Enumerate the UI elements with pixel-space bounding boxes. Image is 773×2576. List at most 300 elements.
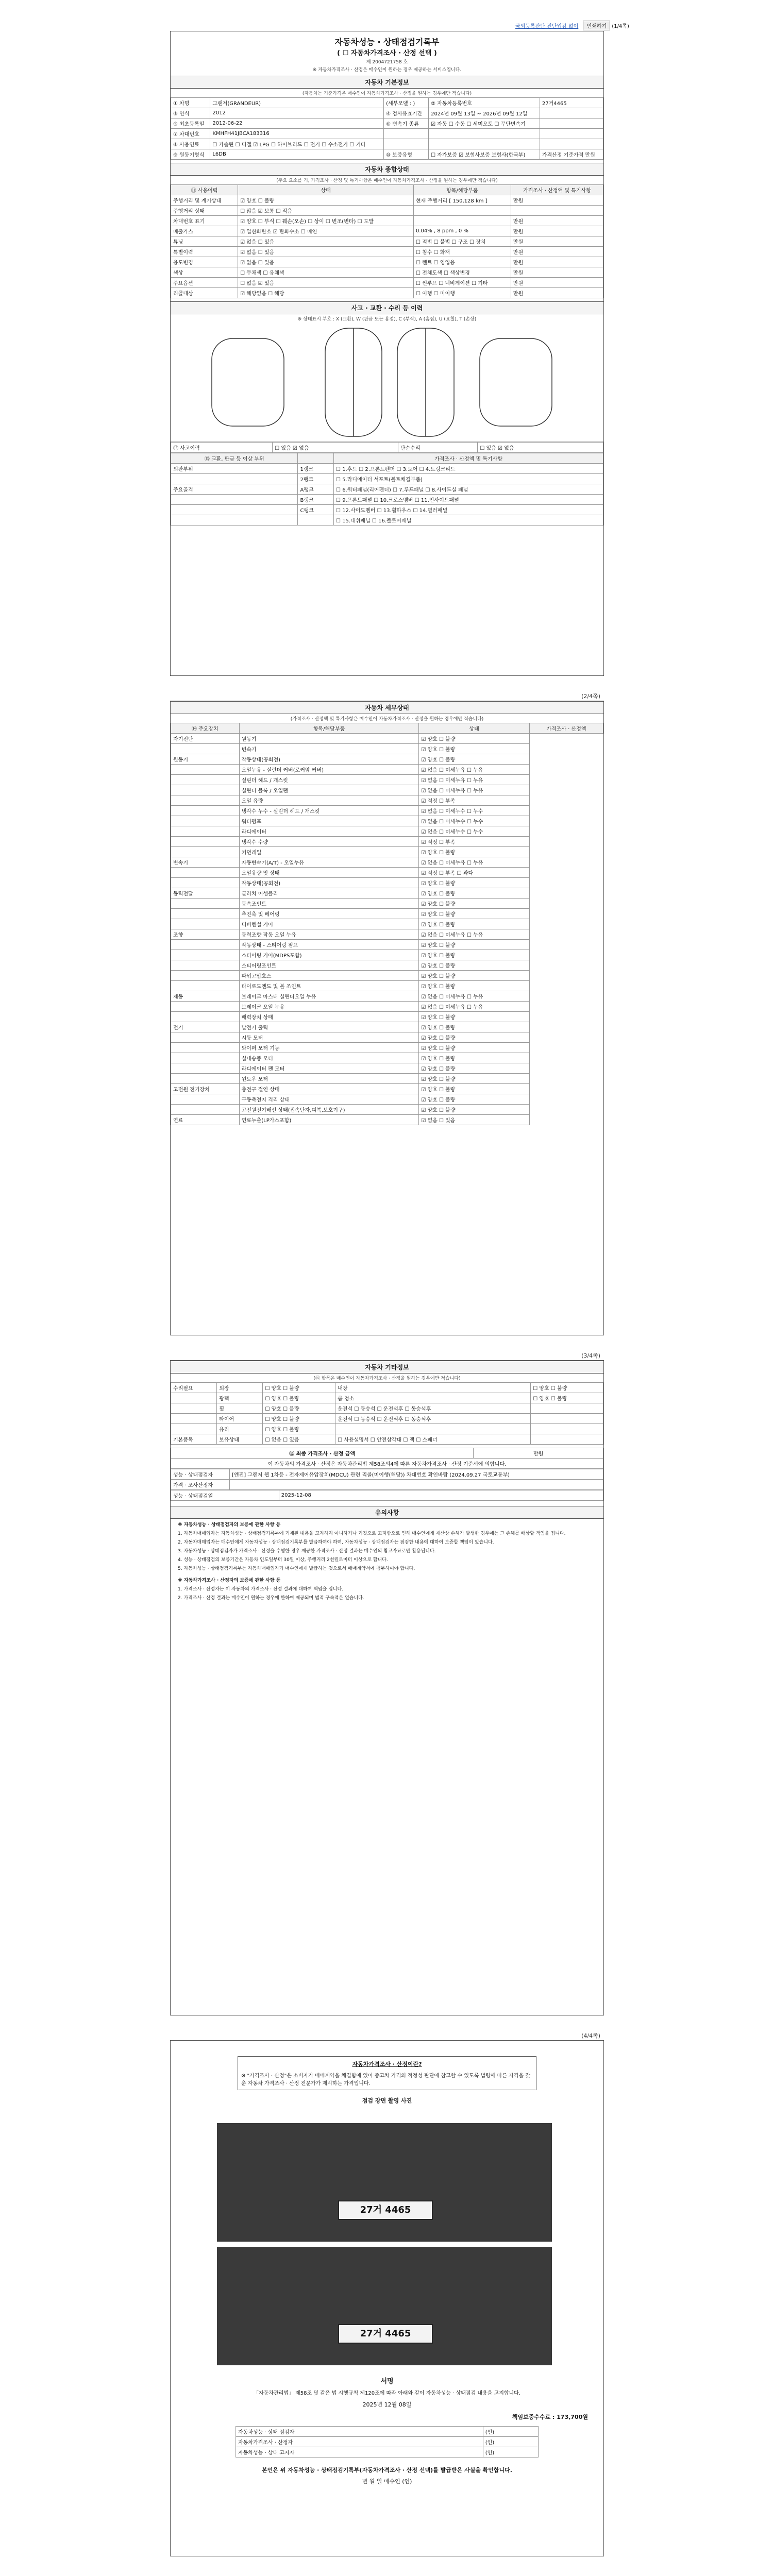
notice-section-title: 유의사항 xyxy=(171,1506,603,1519)
detail-cell xyxy=(171,940,240,950)
basic-row xyxy=(171,149,603,160)
basic-cell: 가격산정 기준가격 만원 xyxy=(540,149,603,160)
status-row xyxy=(171,216,603,226)
status-cell: ☐ 적법 ☐ 불법 ☐ 구조 ☐ 장치 xyxy=(414,236,511,247)
detail-cell: ☑ 없음 ☐ 미세누수 ☐ 누수 xyxy=(419,806,529,816)
detail-cell: 작동상태 - 스티어링 펌프 xyxy=(239,940,419,950)
basic-cell: ⑤ 최초등록일 xyxy=(171,118,210,129)
detail-row xyxy=(171,878,603,888)
frame-cell: C랭크 xyxy=(298,505,334,515)
detail-row xyxy=(171,929,603,940)
detail-cell: 동력조향 작동 오일 누유 xyxy=(239,929,419,940)
price-table xyxy=(171,1448,603,1469)
detail-cell xyxy=(171,1002,240,1012)
opinion-cell: [엔진] 그랜저 웹 1차등 - 전자제어유압장치(MDCU) 관련 리콜(미이행(해당)) 차대번호 확인바람 (2024.09.27 국토교통부) xyxy=(230,1469,603,1480)
frame-cell: B랭크 xyxy=(298,495,334,505)
status-cell xyxy=(414,206,511,216)
detail-row xyxy=(171,960,603,971)
basic-cell xyxy=(540,118,603,129)
detail-row xyxy=(171,909,603,919)
status-cell: ☐ 침수 ☐ 화재 xyxy=(414,247,511,257)
basic-cell: 그랜저(GRANDEUR) xyxy=(210,98,384,108)
status-cell: 튜닝 xyxy=(171,236,238,247)
signer-cell: 자동차가격조사 · 산정자 xyxy=(236,2437,483,2447)
basic-cell: ⑧ 사용연료 xyxy=(171,139,210,149)
detail-row xyxy=(171,1002,603,1012)
basic-cell: ☐ 가솔린 ☐ 디젤 ☑ LPG ☐ 하이브리드 ☐ 전기 ☐ 수소전기 ☐ 기타 xyxy=(210,139,384,149)
status-cell: 만원 xyxy=(511,236,603,247)
other-table xyxy=(171,1382,603,1445)
sign-title: 서명 xyxy=(380,2378,394,2385)
detail-row xyxy=(171,1032,603,1043)
top-actions xyxy=(515,21,629,30)
status-cell: ☑ 없음 ☐ 있음 xyxy=(238,257,414,267)
detail-cell: 변속기 xyxy=(171,857,240,868)
frame-cell: ☐ 5.라디에이터 서포트(볼트체결부품) xyxy=(334,474,603,484)
status-cell: 주요옵션 xyxy=(171,278,238,288)
status-row xyxy=(171,236,603,247)
license-plate-rear: 27거 4465 xyxy=(338,2324,433,2344)
frame-cell xyxy=(171,495,298,505)
detail-row xyxy=(171,868,603,878)
detail-row xyxy=(171,765,603,775)
detail-cell: 연료누출(LP가스포함) xyxy=(239,1115,419,1125)
basic-row xyxy=(171,118,603,129)
detail-cell: ☑ 양호 ☐ 불량 xyxy=(419,1074,529,1084)
detail-cell xyxy=(171,847,240,857)
detail-row xyxy=(171,837,603,847)
status-header: 가격조사 · 산정액 및 특기사항 xyxy=(511,185,603,195)
detail-cell: 고전원 전기장치 xyxy=(171,1084,240,1094)
detail-row xyxy=(171,899,603,909)
signer-row xyxy=(236,2427,539,2437)
detail-cell: 라디에이터 xyxy=(239,826,419,837)
other-row xyxy=(171,1383,603,1393)
frame-row xyxy=(171,474,603,484)
detail-cell xyxy=(171,1043,240,1053)
detail-cell: 실린더 블록 / 오일팬 xyxy=(239,785,419,795)
status-row xyxy=(171,257,603,267)
status-cell: 배출가스 xyxy=(171,226,238,236)
car-rear-view xyxy=(480,338,552,426)
detail-cell: 윈도우 모터 xyxy=(239,1074,419,1084)
detail-cell: ☑ 양호 ☐ 불량 xyxy=(419,1105,529,1115)
other-cell: 운전석 ☐ 동승석 ☐ 운전석후 ☐ 동승석후 xyxy=(335,1403,531,1414)
other-cell: 보유상태 xyxy=(217,1434,263,1445)
detail-cell xyxy=(171,785,240,795)
detail-cell: 구동축전지 격리 상태 xyxy=(239,1094,419,1105)
detail-cell: 타이로드엔드 및 볼 조인트 xyxy=(239,981,419,991)
status-row xyxy=(171,267,603,278)
basic-cell: (세부모델 : ) xyxy=(384,98,429,108)
opinion-table xyxy=(171,1469,603,1490)
other-cell: 수리필요 xyxy=(171,1383,217,1393)
detail-cell: 연료 xyxy=(171,1115,240,1125)
detail-table xyxy=(171,723,603,1125)
doc-number: 제 2004721758 호 xyxy=(366,60,408,65)
other-cell xyxy=(531,1403,603,1414)
notice-item: 3. 자동차성능 · 상태점검자가 가격조사 · 산정을 수행한 경우 제공한 가격조사 · 산정 결과는 매수인의 참고자료로만 활용됩니다. xyxy=(178,1549,436,1554)
accident-legend-cell: ⑫ 사고이력 xyxy=(171,443,273,453)
price-note: 이 자동차의 가격조사 · 산정은 자동차관리법 제58조의4에 따른 자동차가격조사 · 산정 기준서에 의합니다. xyxy=(171,1459,603,1469)
detail-cell xyxy=(171,1053,240,1063)
detail-cell xyxy=(171,981,240,991)
other-cell: ☐ 양호 ☐ 불량 xyxy=(531,1383,603,1393)
basic-cell: 2024년 09월 13일 ~ 2026년 09월 12일 xyxy=(429,108,540,118)
other-cell: 휠 xyxy=(217,1403,263,1414)
frame-table xyxy=(171,453,603,526)
signer-row xyxy=(236,2447,539,2458)
detail-row xyxy=(171,1043,603,1053)
other-cell: ☐ 양호 ☐ 불량 xyxy=(263,1383,335,1393)
detail-cell: 전기 xyxy=(171,1022,240,1032)
detail-cell: 원동기 xyxy=(239,734,419,744)
print-button[interactable]: 인쇄하기 xyxy=(583,21,610,30)
page-2 xyxy=(170,693,604,1335)
basic-cell: ⑦ 차대번호 xyxy=(171,129,210,139)
detail-cell: ☑ 양호 ☐ 불량 xyxy=(419,1012,529,1022)
detail-cell: 변속기 xyxy=(239,744,419,754)
signers-table xyxy=(236,2426,539,2458)
frame-row xyxy=(171,495,603,505)
detail-cell: ☑ 양호 ☐ 불량 xyxy=(419,981,529,991)
status-cell: 만원 xyxy=(511,216,603,226)
detail-row xyxy=(171,991,603,1002)
detail-header: 가격조사 · 산정액 xyxy=(529,723,603,734)
status-row xyxy=(171,226,603,236)
detail-cell: ☑ 없음 ☐ 미세누수 ☐ 누수 xyxy=(419,826,529,837)
detail-cell: ☑ 없음 ☐ 미세누유 ☐ 누유 xyxy=(419,775,529,785)
status-cell: ☑ 해당없음 ☐ 해당 xyxy=(238,288,414,298)
detail-cell: 브레이크 마스터 실린더오일 누유 xyxy=(239,991,419,1002)
inspect-date-label: 성능 · 상태점검일 xyxy=(171,1490,279,1501)
other-note: (⑮ 항목은 매수인이 자동차가격조사 · 산정을 원하는 경우에만 적습니다) xyxy=(313,1376,461,1381)
status-cell: 현재 주행거리 [ 150,128 km ] xyxy=(414,195,511,206)
detail-cell xyxy=(171,795,240,806)
basic-cell: KMHFH41JBCA183316 xyxy=(210,129,384,139)
other-row xyxy=(171,1434,603,1445)
frame-cell: 주요골격 xyxy=(171,484,298,495)
frame-cell: ☐ 9.프론트패널 ☐ 10.크로스멤버 ☐ 11.인사이드패널 xyxy=(334,495,603,505)
sign-note: 「자동차관리법」 제58조 및 같은 법 시행규칙 제120조에 따라 아래와 같이 자동차성능 · 상태점검 내용을 고지합니다. xyxy=(253,2391,521,2396)
detail-cell xyxy=(171,1032,240,1043)
status-section-title: 자동차 종합상태 xyxy=(171,163,603,176)
accident-section-title: 사고 · 교환 · 수리 등 이력 xyxy=(171,301,603,314)
frame-cell: ☐ 15.대쉬패널 ☐ 16.플로어패널 xyxy=(334,515,603,526)
car-diagram xyxy=(171,323,603,442)
other-cell: ☐ 양호 ☐ 불량 xyxy=(263,1393,335,1403)
detail-cell: ☑ 양호 ☐ 불량 xyxy=(419,878,529,888)
status-cell: 만원 xyxy=(511,195,603,206)
opinion-cell xyxy=(230,1480,603,1490)
price-info-title: 자동차가격조사 · 산정이란? xyxy=(352,2061,422,2067)
other-cell xyxy=(171,1424,217,1434)
basic-cell: 27거4465 xyxy=(540,98,603,108)
basic-cell: 2012 xyxy=(210,108,384,118)
detail-row xyxy=(171,1094,603,1105)
car-front-view xyxy=(212,338,284,426)
detail-header: 상태 xyxy=(419,723,529,734)
opinion-row xyxy=(171,1469,603,1480)
status-cell: ☑ 없음 ☐ 있음 xyxy=(238,247,414,257)
detail-cell: ☑ 양호 ☐ 불량 xyxy=(419,744,529,754)
detail-header: ⑭ 주요장치 xyxy=(171,723,240,734)
detail-cell xyxy=(171,971,240,981)
basic-note: (자동차는 기준가격은 매수인이 자동차가격조사 · 산정을 원하는 경우에만 적습니다) xyxy=(302,91,472,96)
basic-cell xyxy=(384,129,429,139)
detail-cell: 제동 xyxy=(171,991,240,1002)
other-cell xyxy=(531,1424,603,1434)
basic-section-title: 자동차 기본정보 xyxy=(171,76,603,89)
frame-header: ⑬ 교환, 판금 등 이상 부위 xyxy=(171,453,298,464)
status-cell: ☐ 많음 ☑ 보통 ☐ 적음 xyxy=(238,206,414,216)
status-cell: ☐ 이행 ☐ 미이행 xyxy=(414,288,511,298)
status-cell: 만원 xyxy=(511,288,603,298)
detail-cell: ☑ 없음 ☐ 있음 xyxy=(419,1115,529,1125)
signer-cell: 자동차성능 · 상태 고지자 xyxy=(236,2447,483,2458)
other-row xyxy=(171,1393,603,1403)
fee: 책임보증수수료 : 173,700원 xyxy=(512,2414,588,2420)
basic-cell: L6DB xyxy=(210,149,384,160)
basic-cell: ① 차명 xyxy=(171,98,210,108)
detail-cell: ☑ 양호 ☐ 불량 xyxy=(419,971,529,981)
detail-cell: 발전기 출력 xyxy=(239,1022,419,1032)
status-note: (주요 요소를 기, 가격조사 · 산정 및 특기사항은 매수인이 자동차가격조사 · 산정을 원하는 경우에만 적습니다) xyxy=(276,178,498,183)
detail-cell: ☑ 양호 ☐ 불량 xyxy=(419,754,529,765)
detail-row xyxy=(171,1012,603,1022)
detail-row xyxy=(171,940,603,950)
status-cell: ☑ 없음 ☐ 있음 xyxy=(238,236,414,247)
frame-cell: 외판부위 xyxy=(171,464,298,474)
detail-row xyxy=(171,1074,603,1084)
accident-note: ※ 상태표시 부호 : X (교환), W (판금 또는 용접), C (부식), A (흠집), U (요철), T (손상) xyxy=(297,317,477,322)
detail-cell: 브레이크 오일 누유 xyxy=(239,1002,419,1012)
detail-cell xyxy=(171,806,240,816)
frame-cell: ☐ 1.후드 ☐ 2.프론트펜더 ☐ 3.도어 ☐ 4.트렁크리드 xyxy=(334,464,603,474)
other-cell xyxy=(171,1403,217,1414)
detail-cell xyxy=(171,960,240,971)
status-cell: ☑ 양호 ☐ 부식 ☐ 훼손(오손) ☐ 상이 ☐ 변조(변타) ☐ 도말 xyxy=(238,216,414,226)
other-cell: 타이어 xyxy=(217,1414,263,1424)
basic-cell: ☑ 자동 ☐ 수동 ☐ 세미오토 ☐ 무단변속기 xyxy=(429,118,540,129)
photos-title: 점검 장면 촬영 사진 xyxy=(362,2097,412,2104)
detail-row xyxy=(171,826,603,837)
other-cell: 광택 xyxy=(217,1393,263,1403)
frame-row xyxy=(171,515,603,526)
page-4 xyxy=(170,2032,604,2556)
detail-row xyxy=(171,888,603,899)
opinion-row xyxy=(171,1480,603,1490)
page-number-1: (1/4쪽) xyxy=(612,24,629,29)
status-cell: 차대번호 표기 xyxy=(171,216,238,226)
status-cell xyxy=(414,216,511,226)
status-cell: 주행거리 및 계기상태 xyxy=(171,195,238,206)
detail-cell: 라디에이터 팬 모터 xyxy=(239,1063,419,1074)
detail-cell: ☑ 없음 ☐ 미세누수 ☐ 누수 xyxy=(419,816,529,826)
detail-cell: ☑ 양호 ☐ 불량 xyxy=(419,1053,529,1063)
frame-cell xyxy=(298,515,334,526)
status-cell: 만원 xyxy=(511,278,603,288)
frame-cell: ☐ 12.사이드멤버 ☐ 13.휠하우스 ☐ 14.필러패널 xyxy=(334,505,603,515)
page-3 xyxy=(170,1352,604,2015)
detail-row xyxy=(171,785,603,795)
basic-cell: ④ 검사유효기간 xyxy=(384,108,429,118)
detail-cell xyxy=(171,826,240,837)
basic-table xyxy=(171,97,603,160)
detail-row xyxy=(171,1105,603,1115)
status-cell: ☑ 일산화탄소 ☑ 탄화수소 ☐ 매연 xyxy=(238,226,414,236)
form-subtitle: ( ☐ 자동차가격조사 · 산정 선택 ) xyxy=(337,49,437,57)
status-cell: ☐ 무채색 ☐ 유채색 xyxy=(238,267,414,278)
detail-cell: ☑ 양호 ☐ 불량 xyxy=(419,1063,529,1074)
opinion-cell: 성능 · 상태점검자 xyxy=(171,1469,230,1480)
frame-cell xyxy=(171,474,298,484)
status-row xyxy=(171,278,603,288)
detail-cell: ☑ 없음 ☐ 미세누유 ☐ 누유 xyxy=(419,1002,529,1012)
inspect-date: 2025-12-08 xyxy=(279,1490,603,1501)
basic-cell xyxy=(429,139,540,149)
status-cell: 특별이력 xyxy=(171,247,238,257)
detail-cell: ☑ 양호 ☐ 불량 xyxy=(419,1094,529,1105)
other-cell: ☐ 사용설명서 ☐ 안전삼각대 ☐ 잭 ☐ 스패너 xyxy=(335,1434,531,1445)
detail-cell: ☑ 양호 ☐ 불량 xyxy=(419,960,529,971)
frame-header xyxy=(298,453,334,464)
notice-heading-2: ※ 자동차가격조사 · 산정자의 보증에 관한 사항 등 xyxy=(178,1578,281,1584)
detail-row xyxy=(171,754,603,765)
detail-cell xyxy=(171,1012,240,1022)
receiver-sign: 년 월 일 매수인 (인) xyxy=(362,2478,412,2485)
status-cell: 만원 xyxy=(511,226,603,236)
detail-cell: ☑ 없음 ☐ 미세누유 ☐ 누유 xyxy=(419,785,529,795)
detail-row xyxy=(171,1053,603,1063)
detail-cell xyxy=(171,775,240,785)
frame-cell: ☐ 6.쿼터패널(리어펜더) ☐ 7.루프패널 ☐ 8.사이드실 패널 xyxy=(334,484,603,495)
frame-row xyxy=(171,464,603,474)
detail-cell: 원동기 xyxy=(171,754,240,765)
detail-cell: ☑ 양호 ☐ 불량 xyxy=(419,847,529,857)
other-cell xyxy=(531,1414,603,1424)
accident-legend-cell: ☐ 있음 ☑ 없음 xyxy=(273,443,398,453)
detail-cell xyxy=(171,1074,240,1084)
price-info-text: ※ "가격조사 · 산정"은 소비자가 매매계약을 체결함에 있어 중고차 가격의 적정성 판단에 참고할 수 있도록 법령에 따른 자격을 갖춘 자동차 가격조사 · 산정 전문가가 제시하는 가격입니다. xyxy=(241,2073,530,2087)
other-cell: ☐ 양호 ☐ 불량 xyxy=(263,1424,335,1434)
detail-cell: ☑ 없음 ☐ 미세누유 ☐ 누유 xyxy=(419,929,529,940)
detail-row xyxy=(171,795,603,806)
price-title: ⑯ 최종 가격조사 · 산정 금액 xyxy=(171,1448,474,1459)
detail-row xyxy=(171,857,603,868)
detail-cell: 냉각수 누수 - 실린더 헤드 / 개스킷 xyxy=(239,806,419,816)
status-row xyxy=(171,247,603,257)
status-cell: 리콜대상 xyxy=(171,288,238,298)
detail-cell xyxy=(171,1105,240,1115)
detail-cell: 자동변속기(A/T) - 오일누유 xyxy=(239,857,419,868)
detail-cell: 스티어링 기어(MDPS포함) xyxy=(239,950,419,960)
license-plate-front: 27거 4465 xyxy=(338,2200,433,2220)
detail-cell: ☑ 적정 ☐ 부족 xyxy=(419,837,529,847)
detail-row xyxy=(171,734,603,744)
frame-cell: 1랭크 xyxy=(298,464,334,474)
detail-cell: ☑ 양호 ☐ 불량 xyxy=(419,940,529,950)
detail-cell xyxy=(171,1063,240,1074)
detail-cell: 동력전달 xyxy=(171,888,240,899)
detail-header: 항목/해당부품 xyxy=(239,723,419,734)
page-number-2: (2/4쪽) xyxy=(581,693,600,700)
detail-row xyxy=(171,1084,603,1094)
status-table xyxy=(171,184,603,298)
detail-cell: 조향 xyxy=(171,929,240,940)
detail-cell: ☑ 적정 ☐ 부족 ☐ 과다 xyxy=(419,868,529,878)
detail-cell: 워터펌프 xyxy=(239,816,419,826)
other-section-title: 자동차 기타정보 xyxy=(171,1361,603,1374)
detail-cell: ☑ 양호 ☐ 불량 xyxy=(419,1032,529,1043)
detail-cell: 자기진단 xyxy=(171,734,240,744)
other-row xyxy=(171,1424,603,1434)
notice-item: 1. 자동차매매업자는 자동차성능 · 상태점검기록부에 기재된 내용을 고지하지 아니하거나 거짓으로 고지함으로 인해 매수인에게 재산상 손해가 발생한 경우에는 그 손해를 배상할 책임을 집니다. xyxy=(178,1531,566,1537)
page-number-4: (4/4쪽) xyxy=(581,2032,600,2039)
detail-cell: 커먼레일 xyxy=(239,847,419,857)
status-cell: ☐ 없음 ☑ 있음 xyxy=(238,278,414,288)
notice-item: 1. 가격조사 · 산정자는 이 자동차의 가격조사 · 산정 결과에 대하여 책임을 집니다. xyxy=(178,1587,344,1592)
basic-cell: ③ 연식 xyxy=(171,108,210,118)
detail-cell xyxy=(171,868,240,878)
basic-row xyxy=(171,129,603,139)
detail-cell: ☑ 양호 ☐ 불량 xyxy=(419,909,529,919)
detail-cell: 실내송풍 모터 xyxy=(239,1053,419,1063)
status-row xyxy=(171,288,603,298)
info-link[interactable]: 국외등록판단 진단입감 없이 xyxy=(515,24,579,29)
detail-cell: 배력장치 상태 xyxy=(239,1012,419,1022)
detail-row xyxy=(171,981,603,991)
detail-cell: ☑ 양호 ☐ 불량 xyxy=(419,1084,529,1094)
other-cell xyxy=(335,1424,531,1434)
other-cell xyxy=(171,1393,217,1403)
basic-cell xyxy=(429,129,540,139)
price-info-box xyxy=(238,2056,536,2090)
other-cell: 내장 xyxy=(335,1383,531,1393)
signer-cell: (인) xyxy=(483,2447,538,2458)
basic-row xyxy=(171,108,603,118)
basic-cell xyxy=(540,139,603,149)
status-header: ⑪ 사용이력 xyxy=(171,185,238,195)
status-cell: 색상 xyxy=(171,267,238,278)
detail-cell: 시동 모터 xyxy=(239,1032,419,1043)
other-cell xyxy=(171,1414,217,1424)
basic-cell: ☐ 자가보증 ☑ 보험사보증 보험사(한국부) xyxy=(429,149,540,160)
inspection-photo-front xyxy=(217,2123,552,2242)
detail-row xyxy=(171,1022,603,1032)
detail-cell: 클러치 어셈블리 xyxy=(239,888,419,899)
frame-cell xyxy=(171,515,298,526)
status-cell xyxy=(511,206,603,216)
basic-cell xyxy=(540,129,603,139)
notice-item: 2. 자동차매매업자는 매수인에게 자동차성능 · 상태점검기록부를 발급하여야 하며, 자동차성능 · 상태점검자는 점검한 내용에 대하여 보증할 책임이 있습니다. xyxy=(178,1540,494,1546)
status-header: 상태 xyxy=(238,185,414,195)
detail-row xyxy=(171,816,603,826)
detail-cell: 고전원전기배선 상태(접속단자,피복,보호기구) xyxy=(239,1105,419,1115)
signer-row xyxy=(236,2437,539,2447)
signer-cell: (인) xyxy=(483,2437,538,2447)
detail-row xyxy=(171,971,603,981)
frame-cell: 2랭크 xyxy=(298,474,334,484)
status-cell: 만원 xyxy=(511,267,603,278)
detail-cell: ☑ 없음 ☐ 미세누유 ☐ 누유 xyxy=(419,765,529,775)
notice-item: 4. 성능 · 상태점검의 보증기간은 자동차 인도일부터 30일 이상, 주행거리 2천킬로미터 이상으로 합니다. xyxy=(178,1557,388,1563)
basic-cell xyxy=(540,108,603,118)
price-unit: 만원 xyxy=(474,1448,603,1459)
frame-row xyxy=(171,484,603,495)
detail-cell: 오일누유 - 실린더 커버(로커암 커버) xyxy=(239,765,419,775)
other-cell: ☐ 양호 ☐ 불량 xyxy=(263,1403,335,1414)
